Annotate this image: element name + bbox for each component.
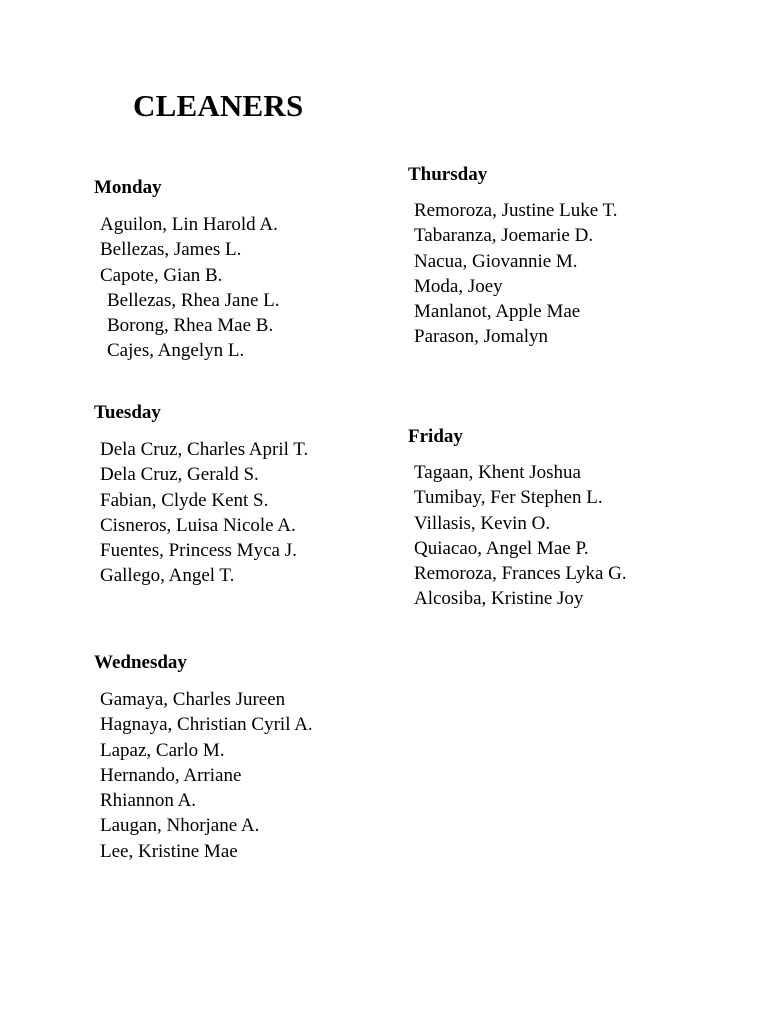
list-item: Aguilon, Lin Harold A. bbox=[100, 214, 278, 235]
day-heading-thursday: Thursday bbox=[408, 164, 488, 185]
day-heading-friday: Friday bbox=[408, 426, 463, 447]
name-list-thursday bbox=[414, 198, 664, 350]
list-item: Lapaz, Carlo M. bbox=[100, 739, 225, 761]
list-item: Laugan, Nhorjane A. bbox=[100, 815, 260, 837]
list-item: Gallego, Angel T. bbox=[100, 565, 235, 587]
list-item: Lee, Kristine Mae bbox=[100, 840, 238, 862]
list-item: Hernando, Arriane Rhiannon A. bbox=[100, 764, 242, 812]
day-heading-wednesday: Wednesday bbox=[94, 652, 187, 673]
name-list-wednesday bbox=[100, 687, 340, 864]
name-list-tuesday bbox=[100, 437, 340, 589]
list-item: Manlanot, Apple Mae bbox=[414, 301, 581, 323]
list-item: Tabaranza, Joemarie D. bbox=[414, 225, 594, 247]
list-item: Cajes, Angelyn L. bbox=[107, 340, 245, 362]
list-item: Moda, Joey bbox=[414, 275, 503, 297]
list-item: Cisneros, Luisa Nicole A. bbox=[100, 514, 296, 536]
list-item: Parason, Jomalyn bbox=[414, 326, 549, 348]
list-item: Gamaya, Charles Jureen bbox=[100, 689, 286, 710]
page-title: CLEANERS bbox=[133, 88, 304, 123]
list-item: Bellezas, James L. bbox=[100, 239, 242, 261]
list-item: Nacua, Giovannie M. bbox=[414, 250, 578, 272]
list-item: Bellezas, Rhea Jane L. bbox=[107, 289, 280, 311]
list-item: Tagaan, Khent Joshua bbox=[414, 462, 581, 483]
list-item: Dela Cruz, Gerald S. bbox=[100, 464, 259, 486]
list-item: Fabian, Clyde Kent S. bbox=[100, 489, 269, 511]
list-item: Alcosiba, Kristine Joy bbox=[414, 588, 584, 610]
list-item: Borong, Rhea Mae B. bbox=[107, 315, 274, 337]
day-heading-monday: Monday bbox=[94, 177, 162, 198]
list-item: Remoroza, Frances Lyka G. bbox=[414, 563, 627, 585]
list-item: Tumibay, Fer Stephen L. bbox=[414, 487, 603, 509]
day-heading-tuesday: Tuesday bbox=[94, 402, 161, 423]
list-item: Remoroza, Justine Luke T. bbox=[414, 200, 618, 221]
list-item: Dela Cruz, Charles April T. bbox=[100, 439, 309, 460]
list-item: Quiacao, Angel Mae P. bbox=[414, 537, 589, 559]
list-item: Villasis, Kevin O. bbox=[414, 512, 551, 534]
list-item: Fuentes, Princess Myca J. bbox=[100, 540, 297, 562]
name-list-friday bbox=[414, 460, 654, 612]
name-list-monday bbox=[100, 212, 350, 364]
list-item: Capote, Gian B. bbox=[100, 264, 223, 286]
list-item: Hagnaya, Christian Cyril A. bbox=[100, 714, 313, 736]
